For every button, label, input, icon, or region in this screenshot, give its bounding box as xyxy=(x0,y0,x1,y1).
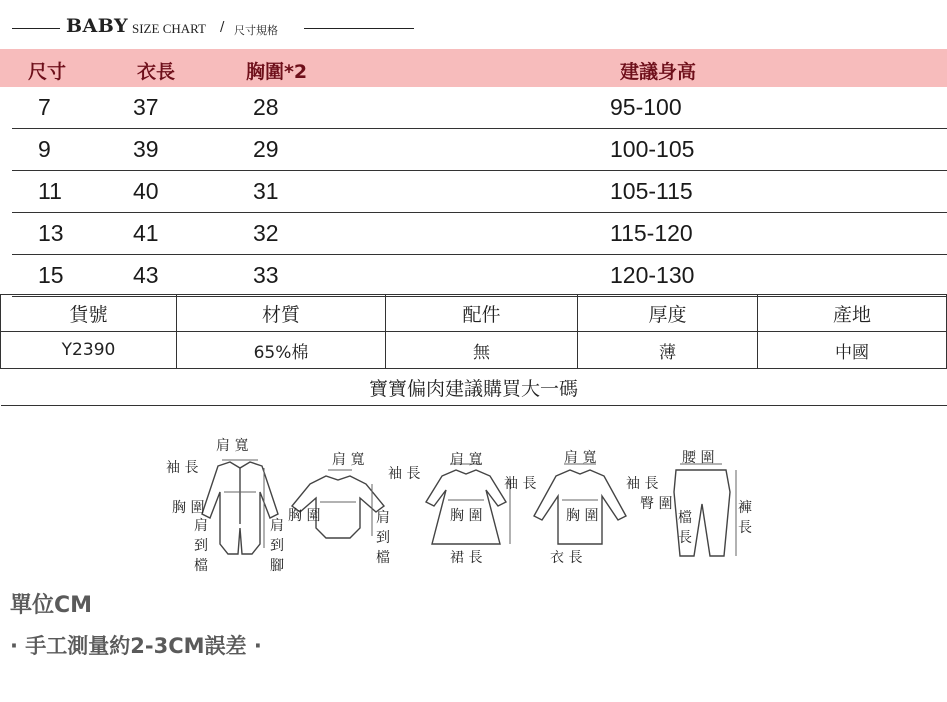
spec-value-material: 65%棉 xyxy=(177,332,386,369)
bodysuit-crotch-1: 肩 xyxy=(376,510,390,526)
size-cell-height: 115-120 xyxy=(610,220,693,246)
size-cell-chest: 32 xyxy=(253,220,279,246)
pants-length-2: 長 xyxy=(738,520,752,536)
spec-value-item-no: Y2390 xyxy=(1,332,177,369)
pants-length-1: 褲 xyxy=(738,500,752,516)
bodysuit-shoulder-label: 肩 寬 xyxy=(332,452,365,468)
top-length-label: 衣 長 xyxy=(550,550,583,566)
title-subtitle-cn: 尺寸規格 xyxy=(234,24,278,37)
pants-waist-label: 腰 圍 xyxy=(682,450,715,466)
col-length-header: 衣長 xyxy=(137,61,176,83)
dress-sleeve-label: 袖 長 xyxy=(504,476,537,492)
size-cell-length: 39 xyxy=(133,136,159,162)
tolerance-note: · 手工測量約2-3CM誤差 · xyxy=(10,634,262,658)
romper-foot-3: 腳 xyxy=(270,558,284,574)
spec-table xyxy=(0,294,947,406)
romper-shoulder-label: 肩 寬 xyxy=(216,438,249,454)
size-table-row xyxy=(12,171,947,213)
dress-shoulder-label: 肩 寬 xyxy=(450,452,483,468)
col-size-header: 尺寸 xyxy=(28,61,67,83)
size-cell-length: 43 xyxy=(133,262,159,288)
romper-crotch-2: 到 xyxy=(194,538,208,554)
dress-length-label: 裙 長 xyxy=(450,550,483,566)
size-cell-size: 15 xyxy=(38,262,64,288)
dress-chest-label: 胸 圍 xyxy=(450,508,483,524)
measurement-diagrams xyxy=(160,432,760,582)
bodysuit-crotch-2: 到 xyxy=(376,530,390,546)
size-table-row xyxy=(12,129,947,171)
romper-foot-1: 肩 xyxy=(270,518,284,534)
size-cell-height: 105-115 xyxy=(610,178,693,204)
romper-crotch-3: 檔 xyxy=(194,558,208,574)
size-table-row xyxy=(12,255,947,297)
size-cell-size: 11 xyxy=(38,178,62,204)
size-cell-length: 40 xyxy=(133,178,159,204)
romper-crotch-1: 肩 xyxy=(194,518,208,534)
romper-chest-label: 胸 圍 xyxy=(172,500,205,516)
spec-header-origin: 產地 xyxy=(758,295,947,332)
size-table-row xyxy=(12,87,947,129)
romper-sleeve-label: 袖 長 xyxy=(166,460,199,476)
spec-value-thickness: 薄 xyxy=(578,332,758,369)
pants-crotch-1: 檔 xyxy=(678,510,692,526)
size-cell-size: 13 xyxy=(38,220,64,246)
spec-header-material: 材質 xyxy=(177,295,386,332)
size-cell-height: 95-100 xyxy=(610,94,682,120)
size-cell-length: 37 xyxy=(133,94,159,120)
size-cell-height: 100-105 xyxy=(610,136,695,162)
size-advice-note: 寶寶偏肉建議購買大一碼 xyxy=(1,369,947,406)
bodysuit-sleeve-label: 袖 長 xyxy=(388,466,421,482)
spec-value-accessory: 無 xyxy=(386,332,578,369)
spec-header-thickness: 厚度 xyxy=(578,295,758,332)
top-shoulder-label: 肩 寬 xyxy=(564,450,597,466)
size-cell-length: 41 xyxy=(133,220,159,246)
bodysuit-chest-label: 胸 圍 xyxy=(288,508,321,524)
unit-note: 單位CM xyxy=(10,593,93,618)
spec-header-accessory: 配件 xyxy=(386,295,578,332)
title-subtitle: SIZE CHART xyxy=(132,21,206,36)
size-table-row xyxy=(12,213,947,255)
size-cell-chest: 29 xyxy=(253,136,279,162)
pants-hip-label: 臀 圍 xyxy=(640,496,673,512)
col-height-header: 建議身高 xyxy=(620,61,697,83)
pants-crotch-2: 長 xyxy=(678,530,692,546)
top-sleeve-label: 袖 長 xyxy=(626,476,659,492)
size-cell-height: 120-130 xyxy=(610,262,695,288)
bodysuit-crotch-3: 檔 xyxy=(376,550,390,566)
size-cell-chest: 31 xyxy=(253,178,279,204)
top-chest-label: 胸 圍 xyxy=(566,508,599,524)
size-table xyxy=(0,49,947,297)
size-cell-chest: 28 xyxy=(253,94,279,120)
spec-header-item-no: 貨號 xyxy=(1,295,177,332)
size-cell-size: 9 xyxy=(38,136,51,162)
size-table-header xyxy=(0,49,947,87)
garment-illustrations xyxy=(160,432,760,582)
spec-value-origin: 中國 xyxy=(758,332,947,369)
chart-title xyxy=(8,14,428,42)
title-slash: / xyxy=(220,20,225,35)
title-rule-right xyxy=(304,28,414,29)
title-rule-left xyxy=(12,28,60,29)
size-cell-chest: 33 xyxy=(253,262,279,288)
size-cell-size: 7 xyxy=(38,94,51,120)
romper-foot-2: 到 xyxy=(270,538,284,554)
col-chest-header: 胸圍*2 xyxy=(246,61,308,83)
title-brand: BABY xyxy=(66,15,129,37)
